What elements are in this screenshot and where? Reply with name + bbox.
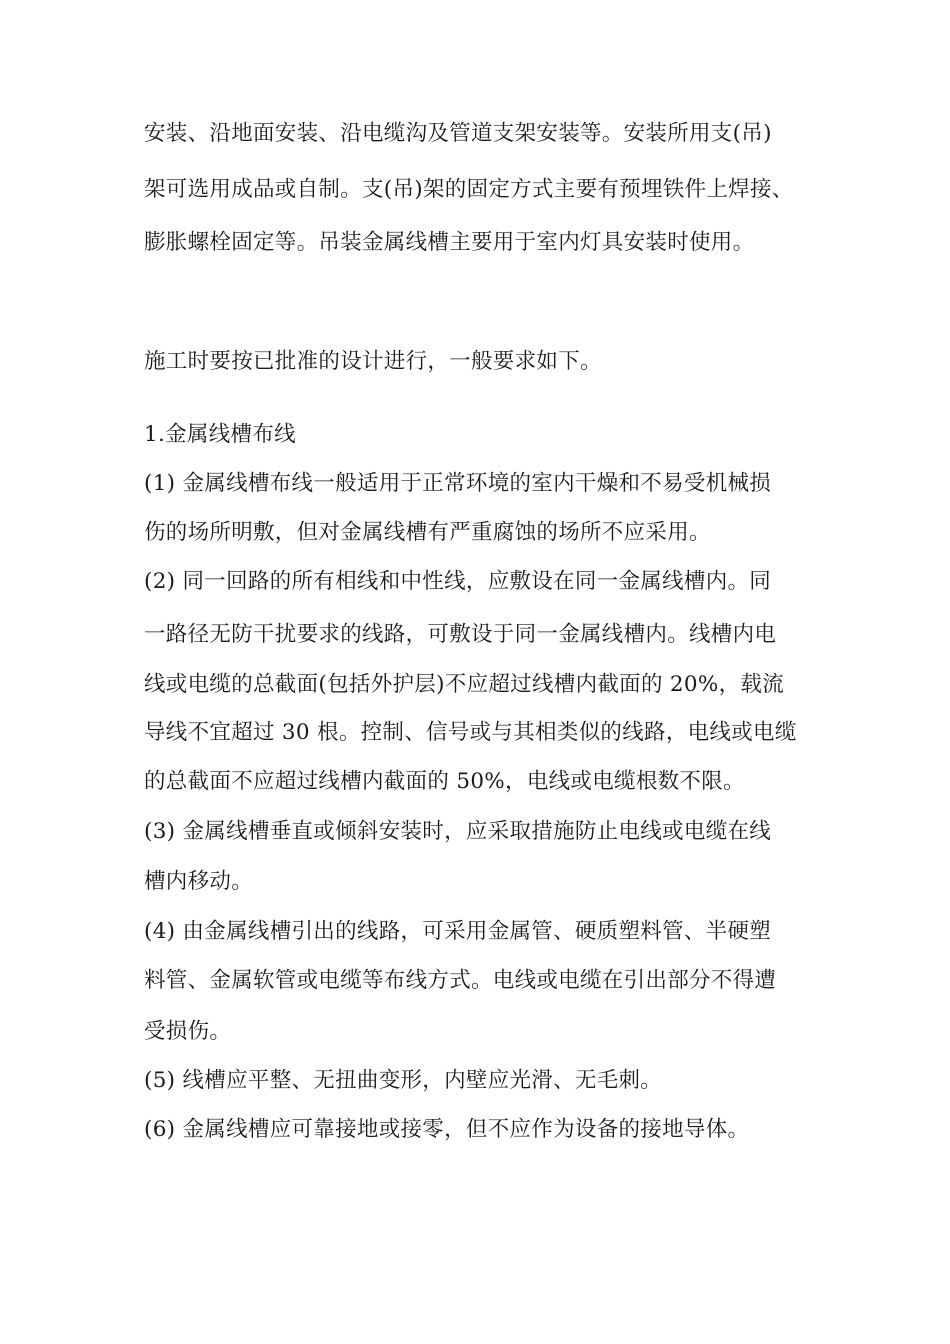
text-line: (4) 由金属线槽引出的线路，可采用金属管、硬质塑料管、半硬塑 (144, 919, 772, 944)
text-line: (6) 金属线槽应可靠接地或接零，但不应作为设备的接地导体。 (144, 1117, 750, 1142)
text-line: (5) 线槽应平整、无扭曲变形，内壁应光滑、无毛刺。 (144, 1068, 663, 1093)
section-title: 1.金属线槽布线 (144, 422, 296, 447)
text-line: 伤的场所明敷，但对金属线槽有严重腐蚀的场所不应采用。 (144, 520, 711, 545)
text-line: (2) 同一回路的所有相线和中性线，应敷设在同一金属线槽内。同 (144, 569, 772, 594)
text-line: 线或电缆的总截面(包括外护层)不应超过线槽内截面的 20%，载流 (144, 672, 784, 697)
text-line: 一路径无防干扰要求的线路，可敷设于同一金属线槽内。线槽内电 (144, 622, 777, 647)
text-line: 安装、沿地面安装、沿电缆沟及管道支架安装等。安装所用支(吊) (144, 121, 772, 146)
text-line: 架可选用成品或自制。支(吊)架的固定方式主要有预埋铁件上焊接、 (144, 177, 794, 202)
text-line: (1) 金属线槽布线一般适用于正常环境的室内干燥和不易受机械损 (144, 471, 772, 496)
text-line: 受损伤。 (144, 1019, 232, 1044)
text-line: 槽内移动。 (144, 869, 254, 894)
text-line: 料管、金属软管或电缆等布线方式。电线或电缆在引出部分不得遭 (144, 968, 777, 993)
text-line: 导线不宜超过 30 根。控制、信号或与其相类似的线路，电线或电缆 (144, 720, 797, 745)
text-line: 膨胀螺栓固定等。吊装金属线槽主要用于室内灯具安装时使用。 (144, 230, 755, 255)
text-line: 的总截面不应超过线槽内截面的 50%，电线或电缆根数不限。 (144, 769, 745, 794)
requirement-intro: 施工时要按已批准的设计进行，一般要求如下。 (144, 349, 602, 374)
text-line: (3) 金属线槽垂直或倾斜安装时，应采取措施防止电线或电缆在线 (144, 819, 772, 844)
